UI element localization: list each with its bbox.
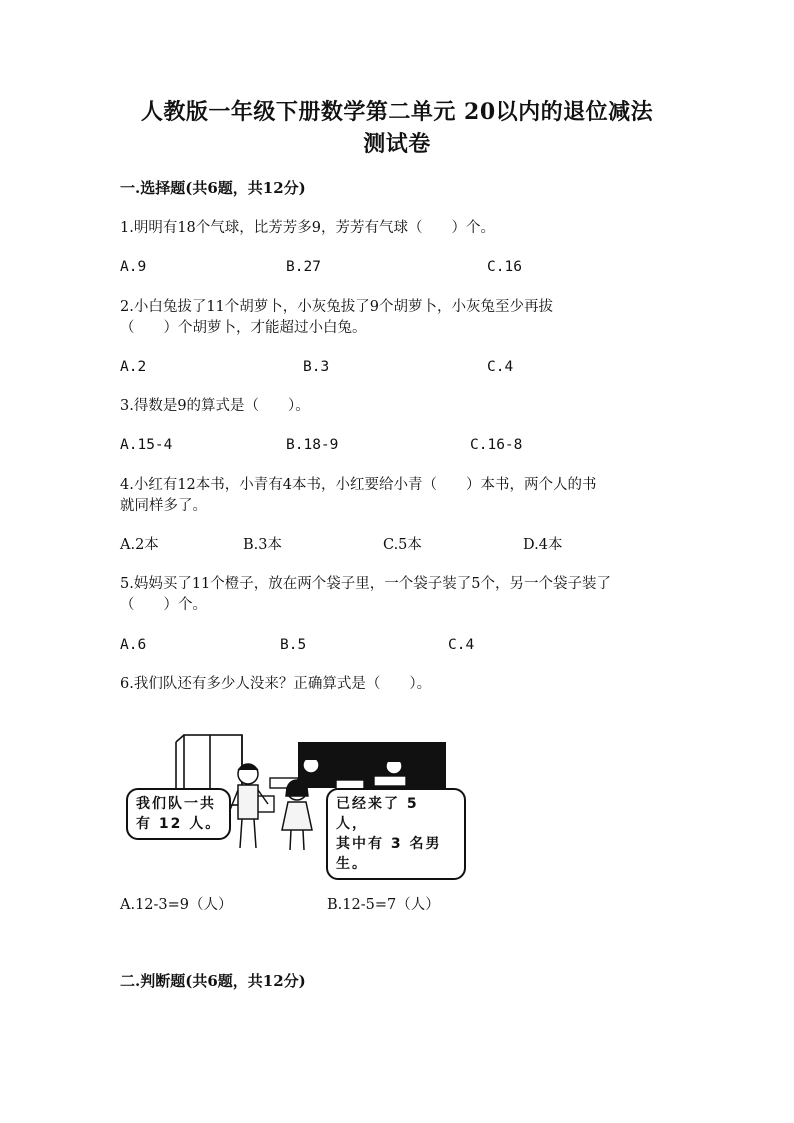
q4-option-c-label: C.5本: [383, 537, 422, 553]
page-title: 人教版一年级下册数学第二单元 20以内的退位减法: [140, 99, 654, 125]
speech-bubble-left-line2: 有 12 人。: [136, 816, 222, 832]
question-3: 3.得数是9的算式是（ ）。: [120, 398, 310, 414]
question-6: 6.我们队还有多少人没来？正确算式是（ ）。: [120, 676, 432, 692]
q4-option-d-label: D.4本: [523, 537, 563, 553]
q3-option-c[interactable]: C.16-8: [470, 437, 523, 453]
q5-option-c[interactable]: C.4: [448, 637, 475, 653]
speech-bubble-right-line2: 其中有 3 名男生。: [336, 836, 442, 872]
q1-option-a[interactable]: A.9: [120, 259, 147, 275]
speech-bubble-left: [126, 788, 231, 840]
q6-option-a[interactable]: [120, 894, 233, 916]
q5-option-b[interactable]: B.5: [280, 637, 307, 653]
speech-bubble-left-line1: 我们队一共: [136, 796, 216, 812]
speech-bubble-right: [326, 788, 466, 880]
q4-option-b-label: B.3本: [243, 537, 282, 553]
section-heading-judgement: 二.判断题(共6题，共12分): [120, 972, 306, 990]
question-2-line2: （ ）个胡萝卜，才能超过小白兔。: [120, 320, 367, 336]
q3-option-b[interactable]: B.18-9: [286, 437, 339, 453]
q2-option-b[interactable]: B.3: [303, 359, 330, 375]
q4-option-a[interactable]: [120, 534, 159, 556]
q4-option-c[interactable]: [383, 534, 422, 556]
q2-option-c[interactable]: C.4: [487, 359, 514, 375]
q2-option-a[interactable]: A.2: [120, 359, 147, 375]
q4-option-a-label: A.2本: [120, 537, 159, 553]
question-2-line1: 2.小白兔拔了11个胡萝卜，小灰兔拔了9个胡萝卜，小灰兔至少再拔: [120, 299, 554, 315]
q3-option-a[interactable]: A.15-4: [120, 437, 173, 453]
q4-option-d[interactable]: [523, 534, 562, 556]
question-1: 1.明明有18个气球，比芳芳多9，芳芳有气球（ ）个。: [120, 220, 496, 236]
q6-option-b[interactable]: [327, 894, 440, 916]
classroom-illustration: [126, 730, 466, 872]
q6-option-a-label: A.12-3=9（人）: [120, 897, 233, 913]
q5-option-a[interactable]: A.6: [120, 637, 147, 653]
question-4-line1: 4.小红有12本书，小青有4本书，小红要给小青（ ）本书，两个人的书: [120, 477, 597, 493]
section-heading-choice: 一.选择题(共6题，共12分): [120, 179, 306, 197]
speech-bubble-right-line1: 已经来了 5 人，: [336, 796, 419, 832]
q4-option-b[interactable]: [243, 534, 282, 556]
q1-option-c[interactable]: C.16: [487, 259, 522, 275]
question-5-line2: （ ）个。: [120, 597, 207, 613]
q6-option-b-label: B.12-5=7（人）: [327, 897, 440, 913]
page-subtitle: 测试卷: [363, 131, 431, 157]
question-4-line2: 就同样多了。: [120, 498, 207, 514]
q1-option-b[interactable]: B.27: [286, 259, 321, 275]
question-5-line1: 5.妈妈买了11个橙子，放在两个袋子里，一个袋子装了5个，另一个袋子装了: [120, 576, 612, 592]
